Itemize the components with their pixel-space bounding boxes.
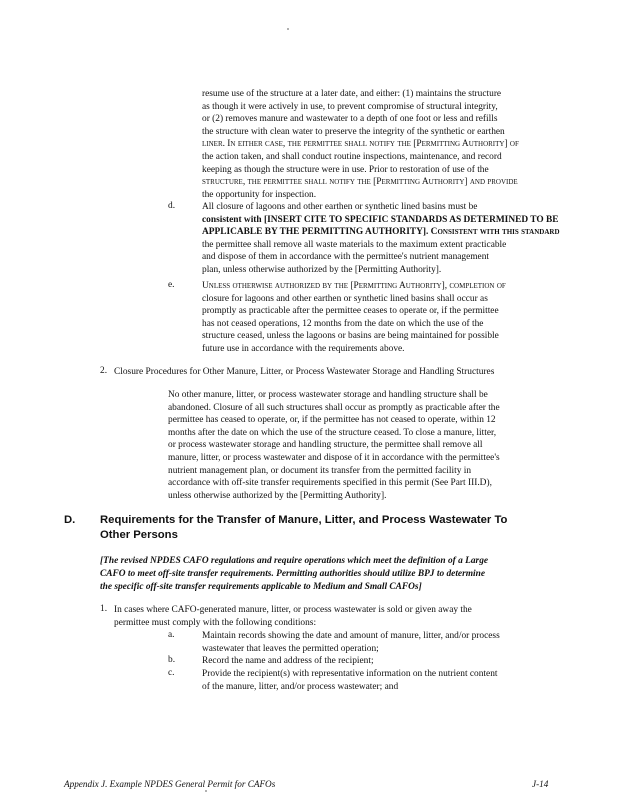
text-line: consistent with [INSERT CITE TO SPECIFIC STANDARDS AS DETERMINED TO BE [202,214,559,225]
heading-line: Requirements for the Transfer of Manure, Litter, and Process Wastewater To [100,514,508,526]
text-line: Closure Procedures for Other Manure, Litter, or Process Wastewater Storage and Handling Structures [114,367,495,377]
text-line: or (2) removes manure and wastewater to a depth of one foot or less and refills [202,114,498,125]
footer-title: Appendix J. Example NPDES General Permit for CAFOs [64,779,276,789]
text-line: abandoned. Closure of all such structures shall occur as promptly as practicable after the [168,402,500,413]
text-line: permittee must comply with the following conditions: [114,617,317,628]
text-line: unless otherwise authorized by the [Permitting Authority]. [168,490,387,501]
text-line: the specific off-site transfer requirements applicable to Medium and Small CAFOs] [100,582,422,592]
item-d-text [202,201,560,277]
subitem-a-text [202,630,500,655]
text-line: resume use of the structure at a later date, and either: (1) maintains the structure [202,89,502,99]
text-line: Record the name and address of the recipient; [202,656,374,666]
scan-speck [205,790,207,792]
text-line: the permittee shall remove all waste materials to the maximum extent practicable [202,239,507,250]
text-line: APPLICABLE BY THE PERMITTING AUTHORITY]. Consistent with this standard [202,227,560,238]
text-line: In cases where CAFO-generated manure, litter, or process wastewater is sold or given away the [114,605,472,615]
text-line: Provide the recipient(s) with representative information on the nutrient content [202,669,498,679]
text-line: future use in accordance with the requirements above. [202,343,405,354]
subitem-marker-c: c. [168,668,175,678]
text-line: permittee has ceased to operate, or, if the permittee has not ceased to operate, within 12 [168,415,496,426]
text-line: CAFO to meet off-site transfer requirements. Permitting authorities should utilize BPJ to determine [100,569,486,579]
text-line: plan, unless otherwise authorized by the [Permitting Authority]. [202,264,442,275]
text-line: accordance with off-site transfer requirements specified in this permit (See Part III.D), [168,478,492,489]
text-line: wastewater that leaves the permitted operation; [202,643,379,654]
text-line: or process wastewater storage and handling structure, the permittee shall remove all [168,440,483,451]
text-line: the structure with clean water to preserve the integrity of the synthetic or earthen [202,126,505,137]
text-line: Unless otherwise authorized by the [Permitting Authority], completion of [202,281,506,291]
text-line: All closure of lagoons and other earthen or synthetic lined basins must be [202,202,478,212]
text-line: the action taken, and shall conduct routine inspections, maintenance, and record [202,151,502,162]
section-heading [100,513,507,543]
text-line: the opportunity for inspection. [202,189,317,200]
text-line: of the manure, litter, and/or process wastewater; and [202,681,399,692]
text-line: No other manure, litter, or process wastewater storage and handling structure shall be [168,390,488,400]
text-line: [The revised NPDES CAFO regulations and require operations which meet the definition of a Large [100,556,489,566]
text-line: has not ceased operations, 12 months from the date on which the use of the [202,318,484,329]
text-line: Maintain records showing the date and amount of manure, litter, and/or process [202,631,500,641]
scan-speck [287,28,289,30]
item-marker-1: 1. [100,604,108,614]
text-line: and dispose of them in accordance with the permittee's nutrient management [202,252,490,263]
text-line: keeping as though the structure were in use. Prior to restoration of use of the [202,164,489,175]
text-line: manure, litter, or process wastewater and dispose of it in accordance with the permittee's [168,452,500,463]
page-number: J-14 [532,779,549,789]
text-line: liner. In either case, the permittee shall notify the [Permitting Authority] of [202,139,519,150]
text-line: structure, the permittee shall notify the [Permitting Authority] and provide [202,177,518,188]
subitem-marker-a: a. [168,630,175,640]
item-e-text [202,280,506,356]
text-line: as though it were actively in use, to prevent compromise of structural integrity, [202,101,498,112]
subitem-b-text [202,655,374,668]
item-2-text [168,389,500,502]
subitem-marker-b: b. [168,655,176,665]
text-line: promptly as practicable after the permittee ceases to operate or, if the permittee [202,306,499,317]
para-c-continuation [202,88,519,201]
item-marker-2: 2. [100,366,108,376]
item-1-intro [114,604,472,629]
text-line: structure ceased, unless the lagoons or basins are being maintained for possible [202,331,499,342]
text-line: nutrient management plan, or document its transfer from the permitted facility in [168,465,472,476]
subitem-c-text [202,668,497,693]
item-marker-e: e. [168,280,175,290]
item-2-title [114,366,494,379]
editorial-note [100,555,488,594]
text-line: months after the date on which the use of the structure ceased. To close a manure, litter, [168,427,497,438]
section-letter: D. [64,514,76,526]
text-line: closure for lagoons and other earthen or synthetic lined basins shall occur as [202,293,488,304]
heading-line: Other Persons [100,529,178,541]
item-marker-d: d. [168,201,176,211]
